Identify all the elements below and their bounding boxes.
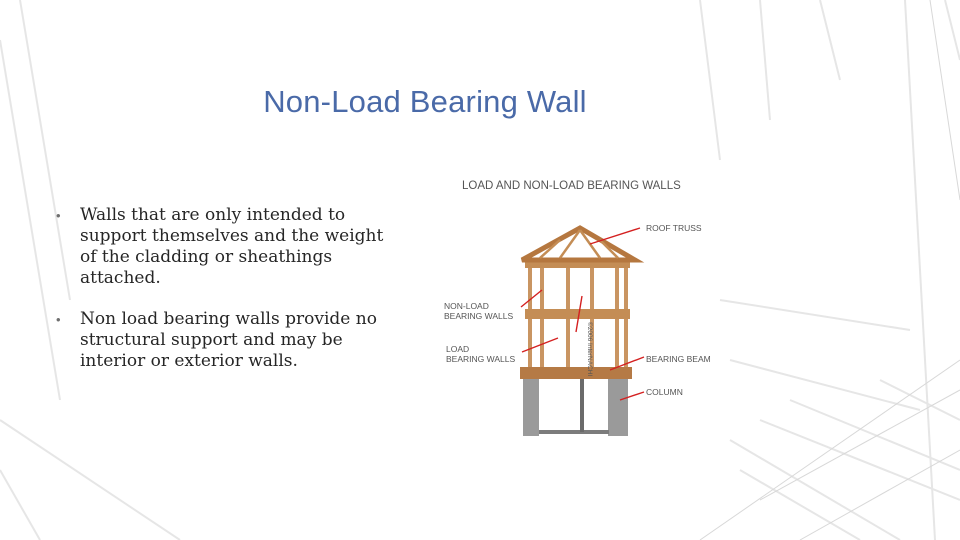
bullet-marker: •: [56, 208, 61, 223]
label-column: COLUMN: [646, 387, 683, 397]
bullet-text: Non load bearing walls provide no structural support and may be interior or exterior walls.: [80, 309, 377, 371]
bullet-list: [56, 205, 386, 392]
copyright-mark: ©2006 InterNACHI: [586, 322, 593, 377]
label-line: BEARING WALLS: [444, 311, 514, 321]
label-line: NON-LOAD: [444, 301, 489, 311]
label-non-load-bearing-walls: [444, 301, 513, 321]
label-load-bearing-walls: [446, 344, 515, 364]
label-bearing-beam: BEARING BEAM: [646, 354, 711, 364]
figure-title: LOAD AND NON-LOAD BEARING WALLS: [462, 180, 681, 192]
bullet-item: [56, 205, 386, 289]
bullet-text: Walls that are only intended to support themselves and the weight of the cladding or sheathings attached.: [80, 205, 384, 288]
bullet-marker: •: [56, 312, 61, 327]
label-roof-truss: ROOF TRUSS: [646, 223, 702, 233]
slide-title: Non-Load Bearing Wall: [263, 84, 587, 119]
wall-diagram: [440, 172, 730, 442]
label-line: LOAD: [446, 344, 470, 354]
bullet-item: [56, 309, 386, 372]
label-line: BEARING WALLS: [446, 354, 516, 364]
